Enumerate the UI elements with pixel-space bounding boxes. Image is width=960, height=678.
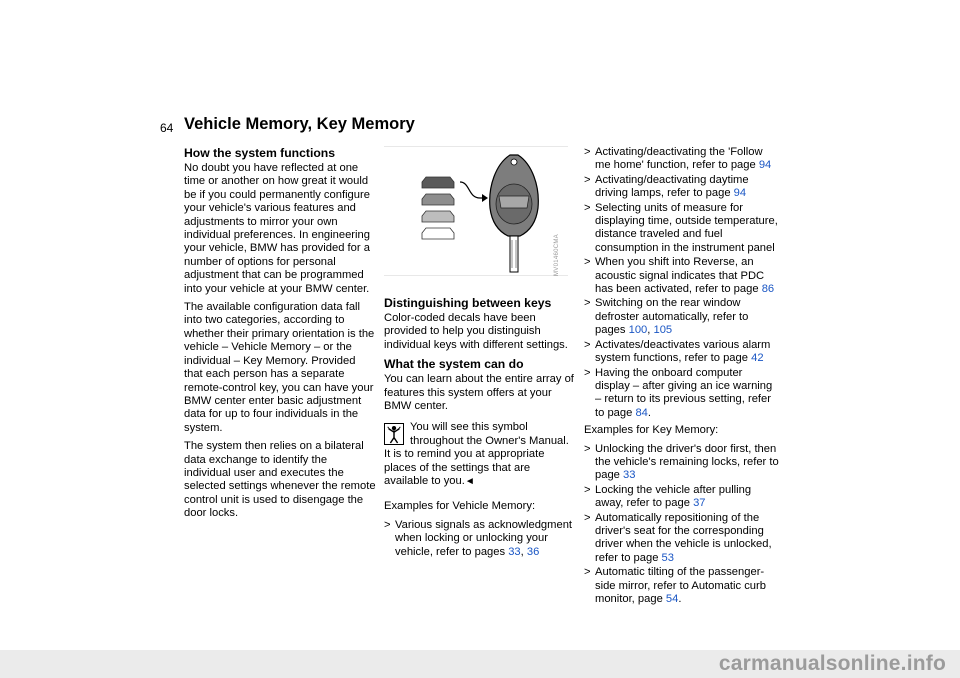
key-memory-label: Examples for Key Memory: <box>584 424 719 437</box>
list-item: > Various signals as acknowledgment when locking or unlocking your vehicle, refer to pages 33, 36 <box>384 519 576 559</box>
page-link[interactable]: 33 <box>508 545 521 558</box>
figure-code: MV01460CMA <box>553 234 560 277</box>
page-link[interactable]: 100 <box>628 324 648 337</box>
page-link[interactable]: 84 <box>635 406 648 419</box>
paragraph: You can learn about the entire array of features this system offers at your BMW center. <box>384 373 574 413</box>
page-link[interactable]: 105 <box>653 324 673 337</box>
paragraph: The available configuration data fall into two categories, according to whether their primary orientation is the vehicle – Vehicle Memory – or the individual – Key Memory. Provided that each person has a separate remote-control key, you can have your BMW center enter basic adjustment data for up to four individuals in the system. <box>184 301 375 434</box>
decal-mid-icon <box>422 194 454 205</box>
list-item: > When you shift into Reverse, an acoustic signal indicates that PDC has been activated, refer to page 86 <box>584 256 780 296</box>
key-memory-list <box>584 443 780 607</box>
examples-label: Examples for Vehicle Memory: <box>384 500 536 513</box>
page-number: 64 <box>160 121 174 135</box>
column-1 <box>184 146 376 526</box>
paragraph: The system then relies on a bilateral data exchange to identify the individual user and executes the selected settings whenever the remote control unit is used to disengage the door locks. <box>184 440 376 520</box>
paragraph: Color-coded decals have been provided to help you distinguish individual keys with different settings. <box>384 312 568 351</box>
page-link[interactable]: 94 <box>733 187 747 200</box>
page-link[interactable]: 36 <box>526 545 540 558</box>
vehicle-memory-list-continued <box>584 146 780 420</box>
list-item: > Activating/deactivating daytime driving lamps, refer to page 94 <box>584 174 780 201</box>
page-link[interactable]: 94 <box>758 159 772 172</box>
watermark-text: carmanualsonline.info <box>718 652 946 675</box>
vehicle-memory-list <box>384 519 576 559</box>
note-text: You will see this symbol throughout the Owner's Manual. It is to remind you at appropriate places of the settings that are available to you. <box>384 421 569 488</box>
list-item: > Unlocking the driver's door first, then the vehicle's remaining locks, refer to page 33 <box>584 443 780 483</box>
footer-bar <box>0 650 960 678</box>
list-item: > Locking the vehicle after pulling away, refer to page 37 <box>584 484 780 511</box>
list-item: > Having the onboard computer display – after giving an ice warning – return to its previous setting, refer to page 84. <box>584 367 780 421</box>
column-3 <box>584 146 780 607</box>
page-link[interactable]: 37 <box>693 497 706 510</box>
arrow-icon <box>460 182 484 198</box>
list-item: > Activating/deactivating the 'Follow me home' function, refer to page 94 <box>584 146 780 173</box>
mechanic-symbol-icon <box>384 423 404 445</box>
page-link[interactable]: 42 <box>751 352 764 365</box>
decal-light-icon <box>422 211 454 222</box>
decal-blank-icon <box>422 228 454 239</box>
page-title: Vehicle Memory, Key Memory <box>184 115 415 133</box>
list-item: > Selecting units of measure for displaying time, outside temperature, distance traveled and fuel consumption in the instrument panel <box>584 202 780 256</box>
list-item: > Automatically repositioning of the driver's seat for the corresponding driver when the vehicle is unlocked, refer to page 53 <box>584 512 780 566</box>
column-2 <box>384 146 576 560</box>
symbol-note <box>384 421 576 488</box>
list-item: > Switching on the rear window defroster automatically, refer to pages 100, 105 <box>584 297 780 337</box>
page-link[interactable]: 33 <box>623 469 636 482</box>
list-item: > Activates/deactivates various alarm system functions, refer to page 42 <box>584 339 780 366</box>
page-link[interactable]: 54 <box>665 593 679 605</box>
decal-dark-icon <box>422 177 454 188</box>
key-decals-figure <box>384 146 568 276</box>
page-link[interactable]: 53 <box>661 551 674 564</box>
section-heading-distinguishing: Distinguishing between keys <box>384 296 552 310</box>
list-item: > Automatic tilting of the passenger-side mirror, refer to Automatic curb monitor, page 54. <box>584 566 780 606</box>
page-link[interactable]: 86 <box>761 283 775 296</box>
section-heading-how: How the system functions <box>184 146 336 160</box>
paragraph: No doubt you have reflected at one time or another on how great it would be if you could permanently configure your vehicle's various features and adjustments to mirror your own individual preferences. In engineering your vehicle, BMW has provided for a number of options for personal adjustment that can be programmed into your vehicle at your BMW center. <box>184 162 370 295</box>
end-mark: ◄ <box>464 476 475 488</box>
key-with-decals-illustration <box>384 146 568 276</box>
section-heading-what: What the system can do <box>384 357 524 372</box>
